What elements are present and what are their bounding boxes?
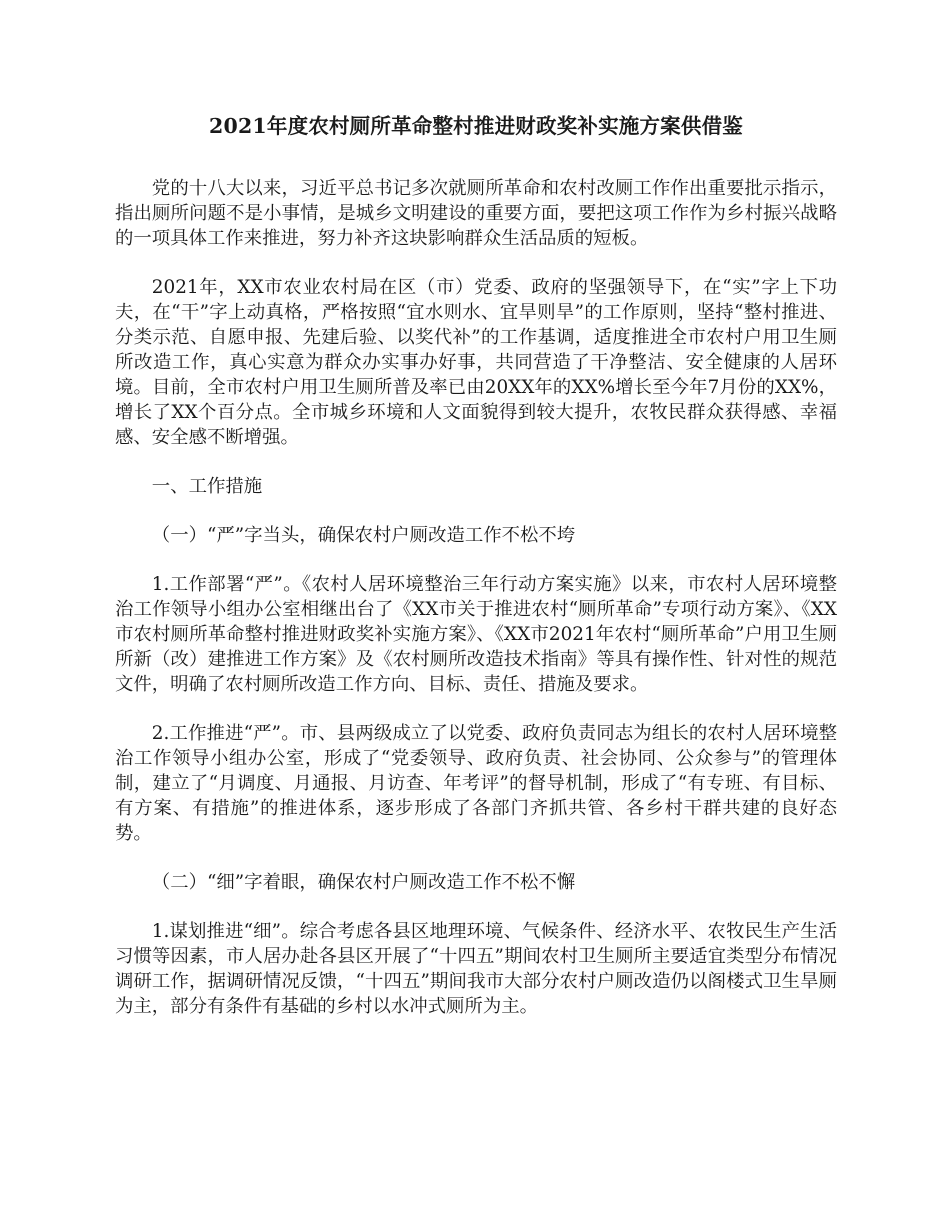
section-heading-work-measures: 一、工作措施 xyxy=(151,476,263,497)
paragraph-work-promotion: 2.工作推进“严”。市、县两级成立了以党委、政府负责同志为组长的农村人居环境整治工作领导小组办公室，形成了“党委领导、政府负责、社会协同、公众参与”的管理体制，建立了“月调度、月通报、月访查、年考评”的督导机制，形成了“有专班、有目标、有方案、有措施”的推进体系，逐步形成了各部门齐抓共管、各乡村干群共建的良好态势。 xyxy=(115,723,837,844)
subsection-heading-detail: （二）“细”字着眼，确保农村户厕改造工作不松不懈 xyxy=(151,872,576,893)
intro-paragraph-2: 2021年，XX市农业农村局在区（市）党委、政府的坚强领导下，在“实”字上下功夫，在“干”字上动真格，严格按照“宜水则水、宜旱则旱”的工作原则，坚持“整村推进、分类示范、自愿申报、先建后验、以奖代补”的工作基调，适度推进全市农村户用卫生厕所改造工作，真心实意为群众办实事办好事，共同营造了干净整洁、安全健康的人居环境。目前，全市农村户用卫生厕所普及率已由20XX年的XX%增长至今年7月份的XX%，增长了XX个百分点。全市城乡环境和人文面貌得到较大提升，农牧民群众获得感、幸福感、安全感不断增强。 xyxy=(115,277,837,448)
paragraph-work-deployment: 1.工作部署“严”。《农村人居环境整治三年行动方案实施》以来，市农村人居环境整治工作领导小组办公室相继出台了《XX市关于推进农村“厕所革命”专项行动方案》、《XX市农村厕所革命整村推进财政奖补实施方案》、《XX市2021年农村“厕所革命”户用卫生厕所新（改）建推进工作方案》及《农村厕所改造技术指南》等具有操作性、针对性的规范文件，明确了农村厕所改造工作方向、目标、责任、措施及要求。 xyxy=(115,574,837,695)
paragraph-planning-promotion: 1.谋划推进“细”。综合考虑各县区地理环境、气候条件、经济水平、农牧民生产生活习惯等因素，市人居办赴各县区开展了“十四五”期间农村卫生厕所主要适宜类型分布情况调研工作，据调研情况反馈，“十四五”期间我市大部分农村户厕改造仍以阁楼式卫生旱厕为主，部分有条件有基础的乡村以水冲式厕所为主。 xyxy=(115,921,837,1017)
intro-paragraph-1: 党的十八大以来，习近平总书记多次就厕所革命和农村改厕工作作出重要批示指示，指出厕所问题不是小事情，是城乡文明建设的重要方面，要把这项工作作为乡村振兴战略的一项具体工作来推进，努力补齐这块影响群众生活品质的短板。 xyxy=(115,178,837,249)
document-title: 2021年度农村厕所革命整村推进财政奖补实施方案供借鉴 xyxy=(209,114,743,138)
subsection-heading-strict: （一）“严”字当头，确保农村户厕改造工作不松不垮 xyxy=(151,525,576,546)
document-page xyxy=(115,112,837,1043)
